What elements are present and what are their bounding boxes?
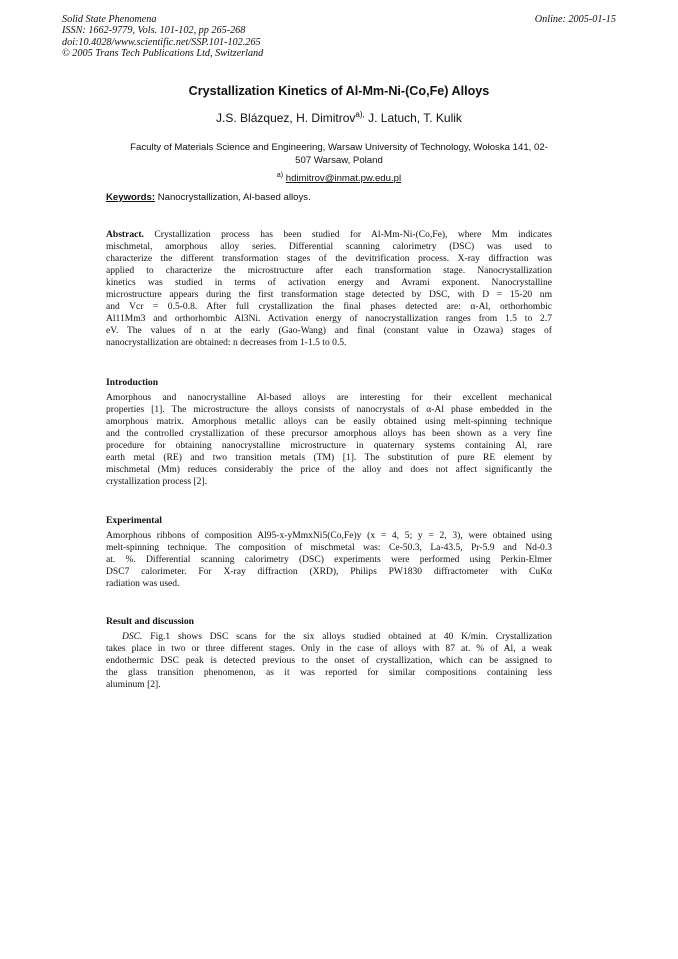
res-line: takes place in two or three different stages. Only in the case of alloys with 87 at. % of Al, a weak [106, 643, 552, 655]
abstract-line: Abstract. Crystallization process has been studied for Al-Mm-Ni-(Co,Fe), where Mm indicates [106, 229, 552, 240]
results-body [106, 631, 552, 691]
abstract-line: kinetics was studied in terms of activation energy and Avrami exponent. Nanocrystalline [106, 277, 552, 289]
abstract-line: characterize the different transformation stages of the devitrification process. X-ray diffraction was [106, 253, 552, 265]
abstract-line: nanocrystallization are obtained: n decreases from 1-1.5 to 0.5. [106, 337, 347, 349]
online-date: Online: 2005-01-15 [534, 14, 616, 25]
email-link[interactable]: hdimitrov@inmat.pw.edu.pl [285, 173, 402, 185]
res-line: DSC. Fig.1 shows DSC scans for the six alloys studied obtained at 40 K/min. Crystallization [122, 631, 552, 642]
doi-line: doi:10.4028/www.scientific.net/SSP.101-102.265 [62, 36, 261, 48]
keywords-text: Nanocrystallization, Al-based alloys. [155, 192, 311, 203]
author-sup: a), [355, 110, 365, 119]
intro-line: Amorphous and nanocrystalline Al-based alloys are interesting for their excellent mechanical [106, 392, 552, 403]
journal-header [62, 14, 263, 60]
abstract-line: and Vcr = 0.5-0.8. After full crystallization the final phases detected are: α-Al, orthorhombic [106, 301, 552, 313]
introduction-body [106, 392, 552, 488]
exp-line: radiation was used. [106, 578, 180, 590]
exp-line: DSC7 calorimeter. For X-ray diffraction (XRD), Philips PW1830 diffractometer with CuKα [106, 566, 552, 578]
intro-line: mischmetal (Mm) reduces considerably the price of the alloy and does not affect significantly the [106, 464, 552, 476]
issn-line: ISSN: 1662-9779, Vols. 101-102, pp 265-268 [62, 25, 246, 37]
copyright-line: © 2005 Trans Tech Publications Ltd, Switzerland [62, 48, 264, 60]
intro-line: properties [1]. The microstructure the alloys consists of nanocrystals of α-Al phase embedded in the [106, 404, 552, 416]
intro-line: and the controlled crystallization of these precursor amorphous alloys has been shown as a very fine [106, 428, 552, 440]
abstract-label: Abstract. [106, 229, 144, 240]
abstract-line: microstructure appears during the first transformation stage detected by DSC, with D = 15-20 nm [106, 289, 552, 301]
intro-line: amorphous matrix. Amorphous metallic alloys can be easily obtained using melt-spinning technique [106, 416, 552, 428]
exp-line: at. %. Differential scanning calorimetry (DSC) experiments were performed using Perkin-Elmer [106, 554, 552, 566]
abstract-line: Al11Mm3 and orthorhombic Al3Ni. Activation energy of nanocrystallization ranges from 1.5 to 2.7 [106, 313, 552, 325]
intro-line: procedure for obtaining nanocrystalline microstructure in quaternary systems containing Al, rare [106, 440, 552, 452]
res-line: aluminum [2]. [106, 679, 161, 691]
affiliation-line-1: Faculty of Materials Science and Engineering, Warsaw University of Technology, Wołoska 141, 02- [130, 142, 548, 153]
exp-line: melt-spinning technique. The composition of mischmetal was: Ce-50.3, La-43.5, Pr-5.9 and Nd-0.3 [106, 542, 552, 554]
abstract-line: applied to characterize the microstructure after each transformation stage. Nanocrystallization [106, 265, 552, 277]
email-sup: a) [276, 172, 284, 179]
res-line: endothermic DSC peak is detected previous to the onset of crystallization, which can be assigned to [106, 655, 552, 667]
author-names-2: J. Latuch, T. Kulik [364, 111, 462, 125]
dsc-label: DSC. [122, 631, 143, 642]
journal-name: Solid State Phenomena [62, 14, 157, 25]
keywords-label: Keywords: [106, 192, 156, 203]
author-list [0, 110, 678, 125]
experimental-body [106, 530, 552, 590]
abstract [106, 229, 552, 349]
abstract-line: eV. The values of n at the early (Gao-Wang) and final (constant value in Ozawa) stages of [106, 325, 552, 337]
results-heading: Result and discussion [106, 616, 194, 627]
affiliation-line-2: 507 Warsaw, Poland [295, 154, 383, 166]
res-line: the glass transition phenomenon, as it was reported for similar compositions containing less [106, 667, 552, 679]
introduction-heading: Introduction [106, 377, 159, 388]
intro-line: crystallization process [2]. [106, 476, 208, 488]
author-names-1: J.S. Blázquez, H. Dimitrov [216, 111, 356, 125]
author-email [0, 172, 678, 184]
abstract-line: mischmetal, amorphous alloy series. Differential scanning calorimetry (DSC) was used to [106, 241, 552, 253]
experimental-heading: Experimental [106, 515, 162, 526]
paper-title: Crystallization Kinetics of Al-Mm-Ni-(Co,Fe) Alloys [188, 84, 490, 98]
exp-line: Amorphous ribbons of composition Al95-x-yMmxNi5(Co,Fe)y (x = 4, 5; y = 2, 3), were obtained using [106, 530, 552, 541]
keywords [106, 192, 311, 203]
affiliation [104, 142, 574, 167]
intro-line: earth metal (RE) and two transition metals (TM) [1]. The substitution of pure RE element by [106, 452, 552, 464]
